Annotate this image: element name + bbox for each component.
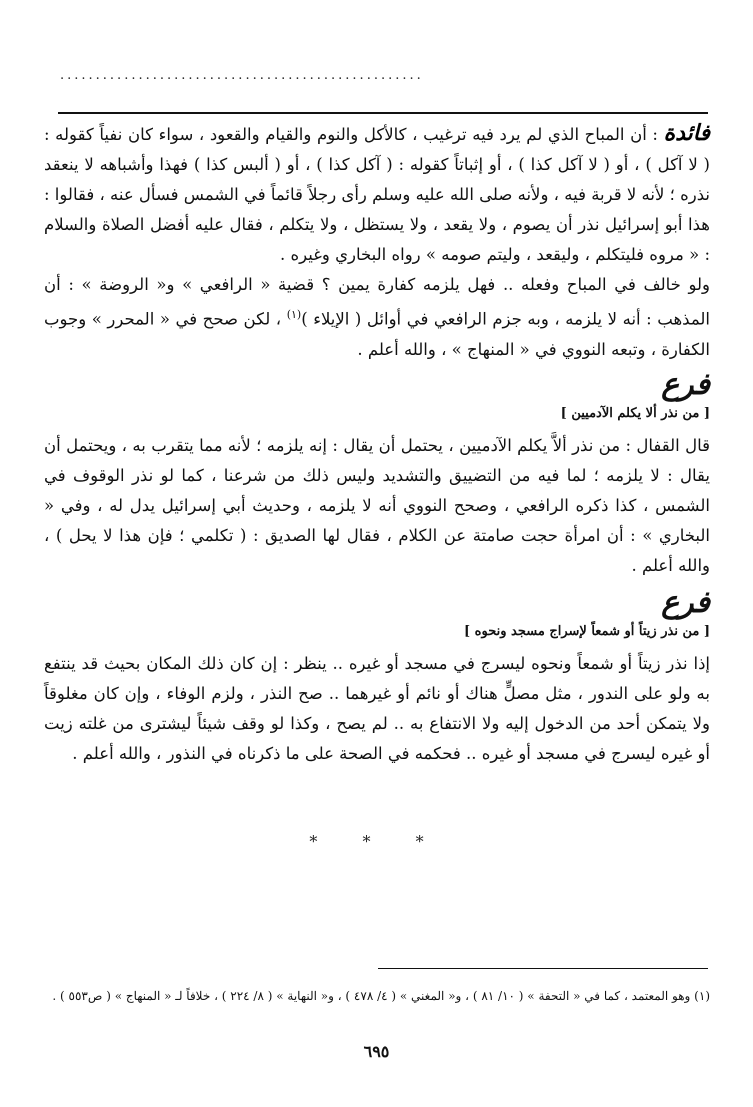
paragraph-benefit xyxy=(44,118,710,270)
paragraph-oil-vow: إذا نذر زيتاً أو شمعاً ونحوه ليسرج في مسجد أو غيره .. ينظر : إن كان ذلك المكان بحيث قد ينتفع به ولو على الندور ، مثل مصلٍّ هناك أو نائم أو غيرهما .. صح النذر ، ولزم الوفاء ، وإن كان مغلوقاً ولا يتمكن أحد من الدخول إليه ولا الانتفاع به .. لم يصح ، وكذا لو وقف شيئاً ليشترى من غلته زيت أو غيره ليسرج في مسجد أو غيره .. فحكمه في الصحة على ما ذكرناه في النذور ، والله أعلم . xyxy=(44,653,710,763)
page-number: ٦٩٥ xyxy=(363,1042,390,1061)
top-rule xyxy=(58,112,708,114)
main-text xyxy=(44,118,710,769)
heading-2-subtitle: [ من نذر زيتاً أو شمعاً لإسراج مسجد ونحوه ] xyxy=(464,623,710,639)
paragraph-silence-vow: قال القفال : من نذر ألاَّ يكلم الآدميين ، يحتمل أن يقال : إنه يلزمه ؛ لأنه مما يتقرب به ، ويحتمل أن يقال : لا يلزمه ؛ لما فيه من التضييق والتشديد وليس ذلك من شرعنا ، كما لو نذر الوقوف في الشمس ، كذا ذكره الرافعي ، وصحح النووي أنه لا يلزمه ، وحديث أبي إسرائيل يدل له ، وفي « البخاري » : أن امرأة حجت صامتة عن الكلام ، فقال لها الصديق : ( تكلمي ؛ فإن هذا لا يحل ) ، والله أعلم . xyxy=(44,435,710,575)
footnote-ref[interactable]: (١) xyxy=(286,308,302,321)
expiation-text-before: ولو خالف في المباح وفعله .. فهل يلزمه كفارة يمين ؟ قضية « الرافعي » و« الروضة » : أن المذهب : أنه لا يلزمه ، وبه جزم الرافعي في أوائل ( الإيلاء ) xyxy=(44,275,710,329)
benefit-label: فائدة xyxy=(663,120,710,146)
asterisk-separator: * * * xyxy=(309,832,444,851)
section-heading-2 xyxy=(44,585,710,643)
header-dots: ................................................... xyxy=(60,68,424,83)
footnote: (١) وهو المعتمد ، كما في « التحفة » ( ١٠/ ٨١ ) ، و« المغني » ( ٤/ ٤٧٨ ) ، و« النهاية » ( ٨/ ٢٢٤ ) ، خلافاً لـ « المنهاج » ( ص٥٥٣ ) . xyxy=(52,989,710,1003)
heading-1-word: فرع xyxy=(661,366,710,402)
benefit-text: : أن المباح الذي لم يرد فيه ترغيب ، كالأكل والنوم والقيام والقعود ، سواء كان نفياً كقوله : ( لا آكل ) ، أو ( لا آكل كذا ) ، أو إثباتاً كقوله : ( آكل كذا ) ، أو ( ألبس كذا ) فهذا وأشباهه لا ينعقد نذره ؛ لأنه لا قربة فيه ، ولأنه صلى الله عليه وسلم رأى رجلاً قائماً في الشمس فسأل عنه ، فقالوا : هذا أبو إسرائيل نذر أن يصوم ، ولا يقعد ، ولا يستظل ، ولا يتكلم ، فقال عليه أفضل الصلاة والسلام : « مروه فليتكلم ، وليقعد ، وليتم صومه » رواه البخاري وغيره . xyxy=(44,125,710,264)
section-heading-1 xyxy=(44,367,710,425)
paragraph-expiation xyxy=(44,270,710,365)
heading-1-subtitle: [ من نذر ألا يكلم الآدميين ] xyxy=(560,405,710,421)
heading-2-word: فرع xyxy=(661,584,710,620)
expiation-text-after: ، لكن صحح في « المحرر » وجوب الكفارة ، وتبعه النووي في « المنهاج » ، والله أعلم . xyxy=(44,309,710,359)
footnote-rule xyxy=(378,968,708,969)
